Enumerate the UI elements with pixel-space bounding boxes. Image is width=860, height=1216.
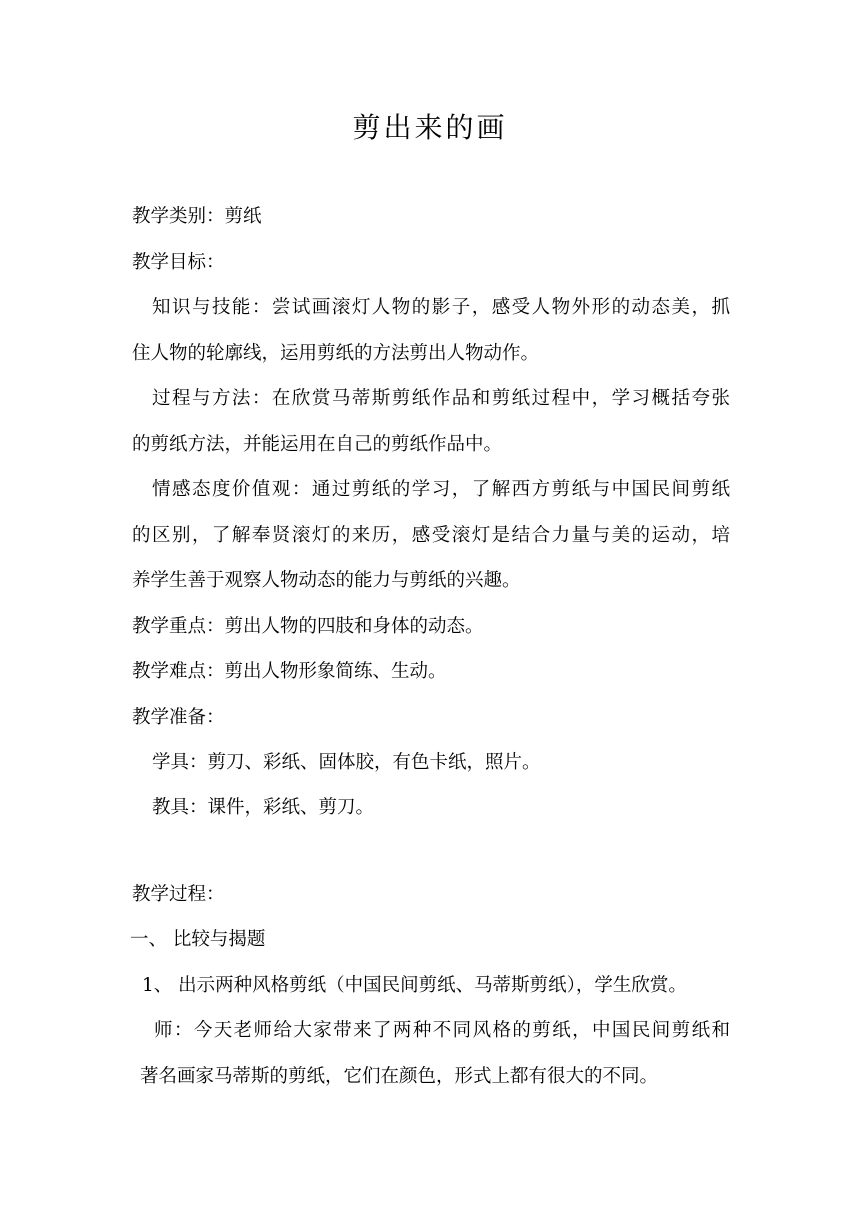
text-line-process-heading: 教学过程：	[132, 884, 225, 905]
text-line-student-tools: 学具：剪刀、彩纸、固体胶，有色卡纸，照片。	[152, 752, 541, 773]
text-line-objectives-heading: 教学目标：	[132, 252, 225, 273]
document-title: 剪出来的画	[352, 111, 508, 144]
text-line-preparation-heading: 教学准备：	[132, 707, 225, 728]
text-line-emotion-1: 情感态度价值观：通过剪纸的学习，了解西方剪纸与中国民间剪纸	[152, 479, 730, 500]
text-line-emotion-3: 养学生善于观察人物动态的能力与剪纸的兴趣。	[132, 570, 521, 591]
text-line-process-1: 过程与方法：在欣赏马蒂斯剪纸作品和剪纸过程中，学习概括夸张	[152, 388, 730, 409]
text-line-teacher-1: 师：今天老师给大家带来了两种不同风格的剪纸，中国民间剪纸和	[154, 1020, 730, 1041]
text-line-category: 教学类别：剪纸	[132, 206, 262, 227]
text-line-process-2: 的剪纸方法，并能运用在自己的剪纸作品中。	[132, 434, 503, 455]
text-line-section-1: 一、 比较与揭题	[130, 929, 266, 950]
text-line-knowledge-2: 住人物的轮廓线，运用剪纸的方法剪出人物动作。	[132, 343, 540, 364]
text-line-knowledge-1: 知识与技能：尝试画滚灯人物的影子，感受人物外形的动态美，抓	[152, 297, 730, 318]
text-line-emotion-2: 的区别，了解奉贤滚灯的来历，感受滚灯是结合力量与美的运动，培	[132, 525, 730, 546]
text-line-key-point: 教学重点：剪出人物的四肢和身体的动态。	[132, 616, 484, 637]
text-line-difficulty: 教学难点：剪出人物形象简练、生动。	[132, 661, 447, 682]
text-line-teacher-2: 著名画家马蒂斯的剪纸，它们在颜色，形式上都有很大的不同。	[140, 1066, 659, 1087]
text-line-item-1: 1、 出示两种风格剪纸（中国民间剪纸、马蒂斯剪纸），学生欣赏。	[142, 975, 687, 996]
text-line-teacher-tools: 教具：课件，彩纸、剪刀。	[152, 797, 375, 818]
